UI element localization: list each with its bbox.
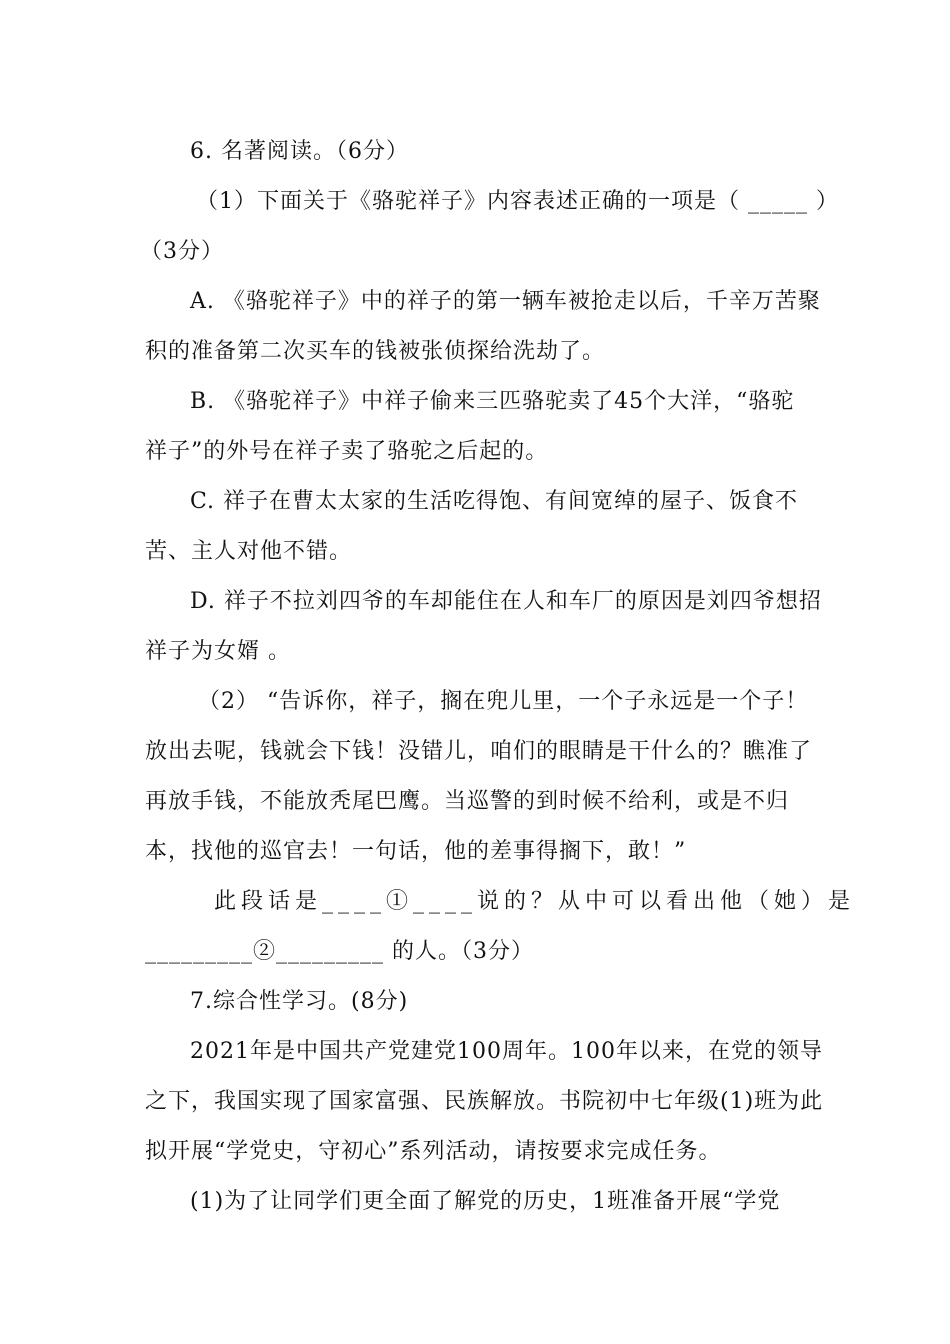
question-6-part2-line2: 放出去呢，钱就会下钱！没错儿，咱们的眼睛是干什么的？瞧准了 [145,739,813,764]
option-b-line1: B. 《骆驼祥子》中祥子偷来三匹骆驼卖了45个大洋，“骆驼 [190,389,795,414]
question-6-part2-line3: 再放手钱，不能放秃尾巴鹰。当巡警的到时候不给利，或是不归 [145,789,790,814]
option-d-line1: D. 祥子不拉刘四爷的车却能住在人和车厂的原因是刘四爷想招 [190,589,822,614]
question-6-title: 6. 名著阅读。（6分） [190,139,409,164]
question-6-part1-line1: （1）下面关于《骆驼祥子》内容表述正确的一项是（ _____ ） [196,189,839,214]
question-7-part1-line1: (1)为了让同学们更全面了解党的历史，1班准备开展“学党 [190,1189,781,1214]
question-6-part2-line4: 本，找他的巡官去！一句话，他的差事得搁下，敢！” [145,839,687,864]
question-7-intro-line2: 之下，我国实现了国家富强、民族解放。书院初中七年级(1)班为此 [145,1089,824,1114]
question-7-intro-line1: 2021年是中国共产党建党100周年。100年以来，在党的领导 [190,1039,823,1064]
question-6-part2-question-line2: _________②_________ 的人。（3分） [145,939,534,964]
question-7-intro-line3: 拟开展“学党史，守初心”系列活动，请按要求完成任务。 [145,1139,722,1164]
question-7-title: 7.综合性学习。(8分) [190,989,409,1014]
option-b-line2: 祥子”的外号在祥子卖了骆驼之后起的。 [145,439,549,464]
question-6-part2-question-line1: 此段话是____①____说的？从中可以看出他（她）是 [214,889,856,914]
question-6-part2-line1: （2） “告诉你，祥子，搁在兜儿里，一个子永远是一个子！ [198,689,809,714]
option-c-line1: C. 祥子在曹太太家的生活吃得饱、有间宽绰的屋子、饭食不 [190,489,799,514]
question-6-part1-line2: （3分） [140,239,224,264]
option-a-line2: 积的准备第二次买车的钱被张侦探给洗劫了。 [145,339,606,364]
option-d-line2: 祥子为女婿 。 [145,639,291,664]
option-c-line2: 苦、主人对他不错。 [145,539,353,564]
option-a-line1: A. 《骆驼祥子》中的祥子的第一辆车被抢走以后，千辛万苦聚 [190,289,821,314]
